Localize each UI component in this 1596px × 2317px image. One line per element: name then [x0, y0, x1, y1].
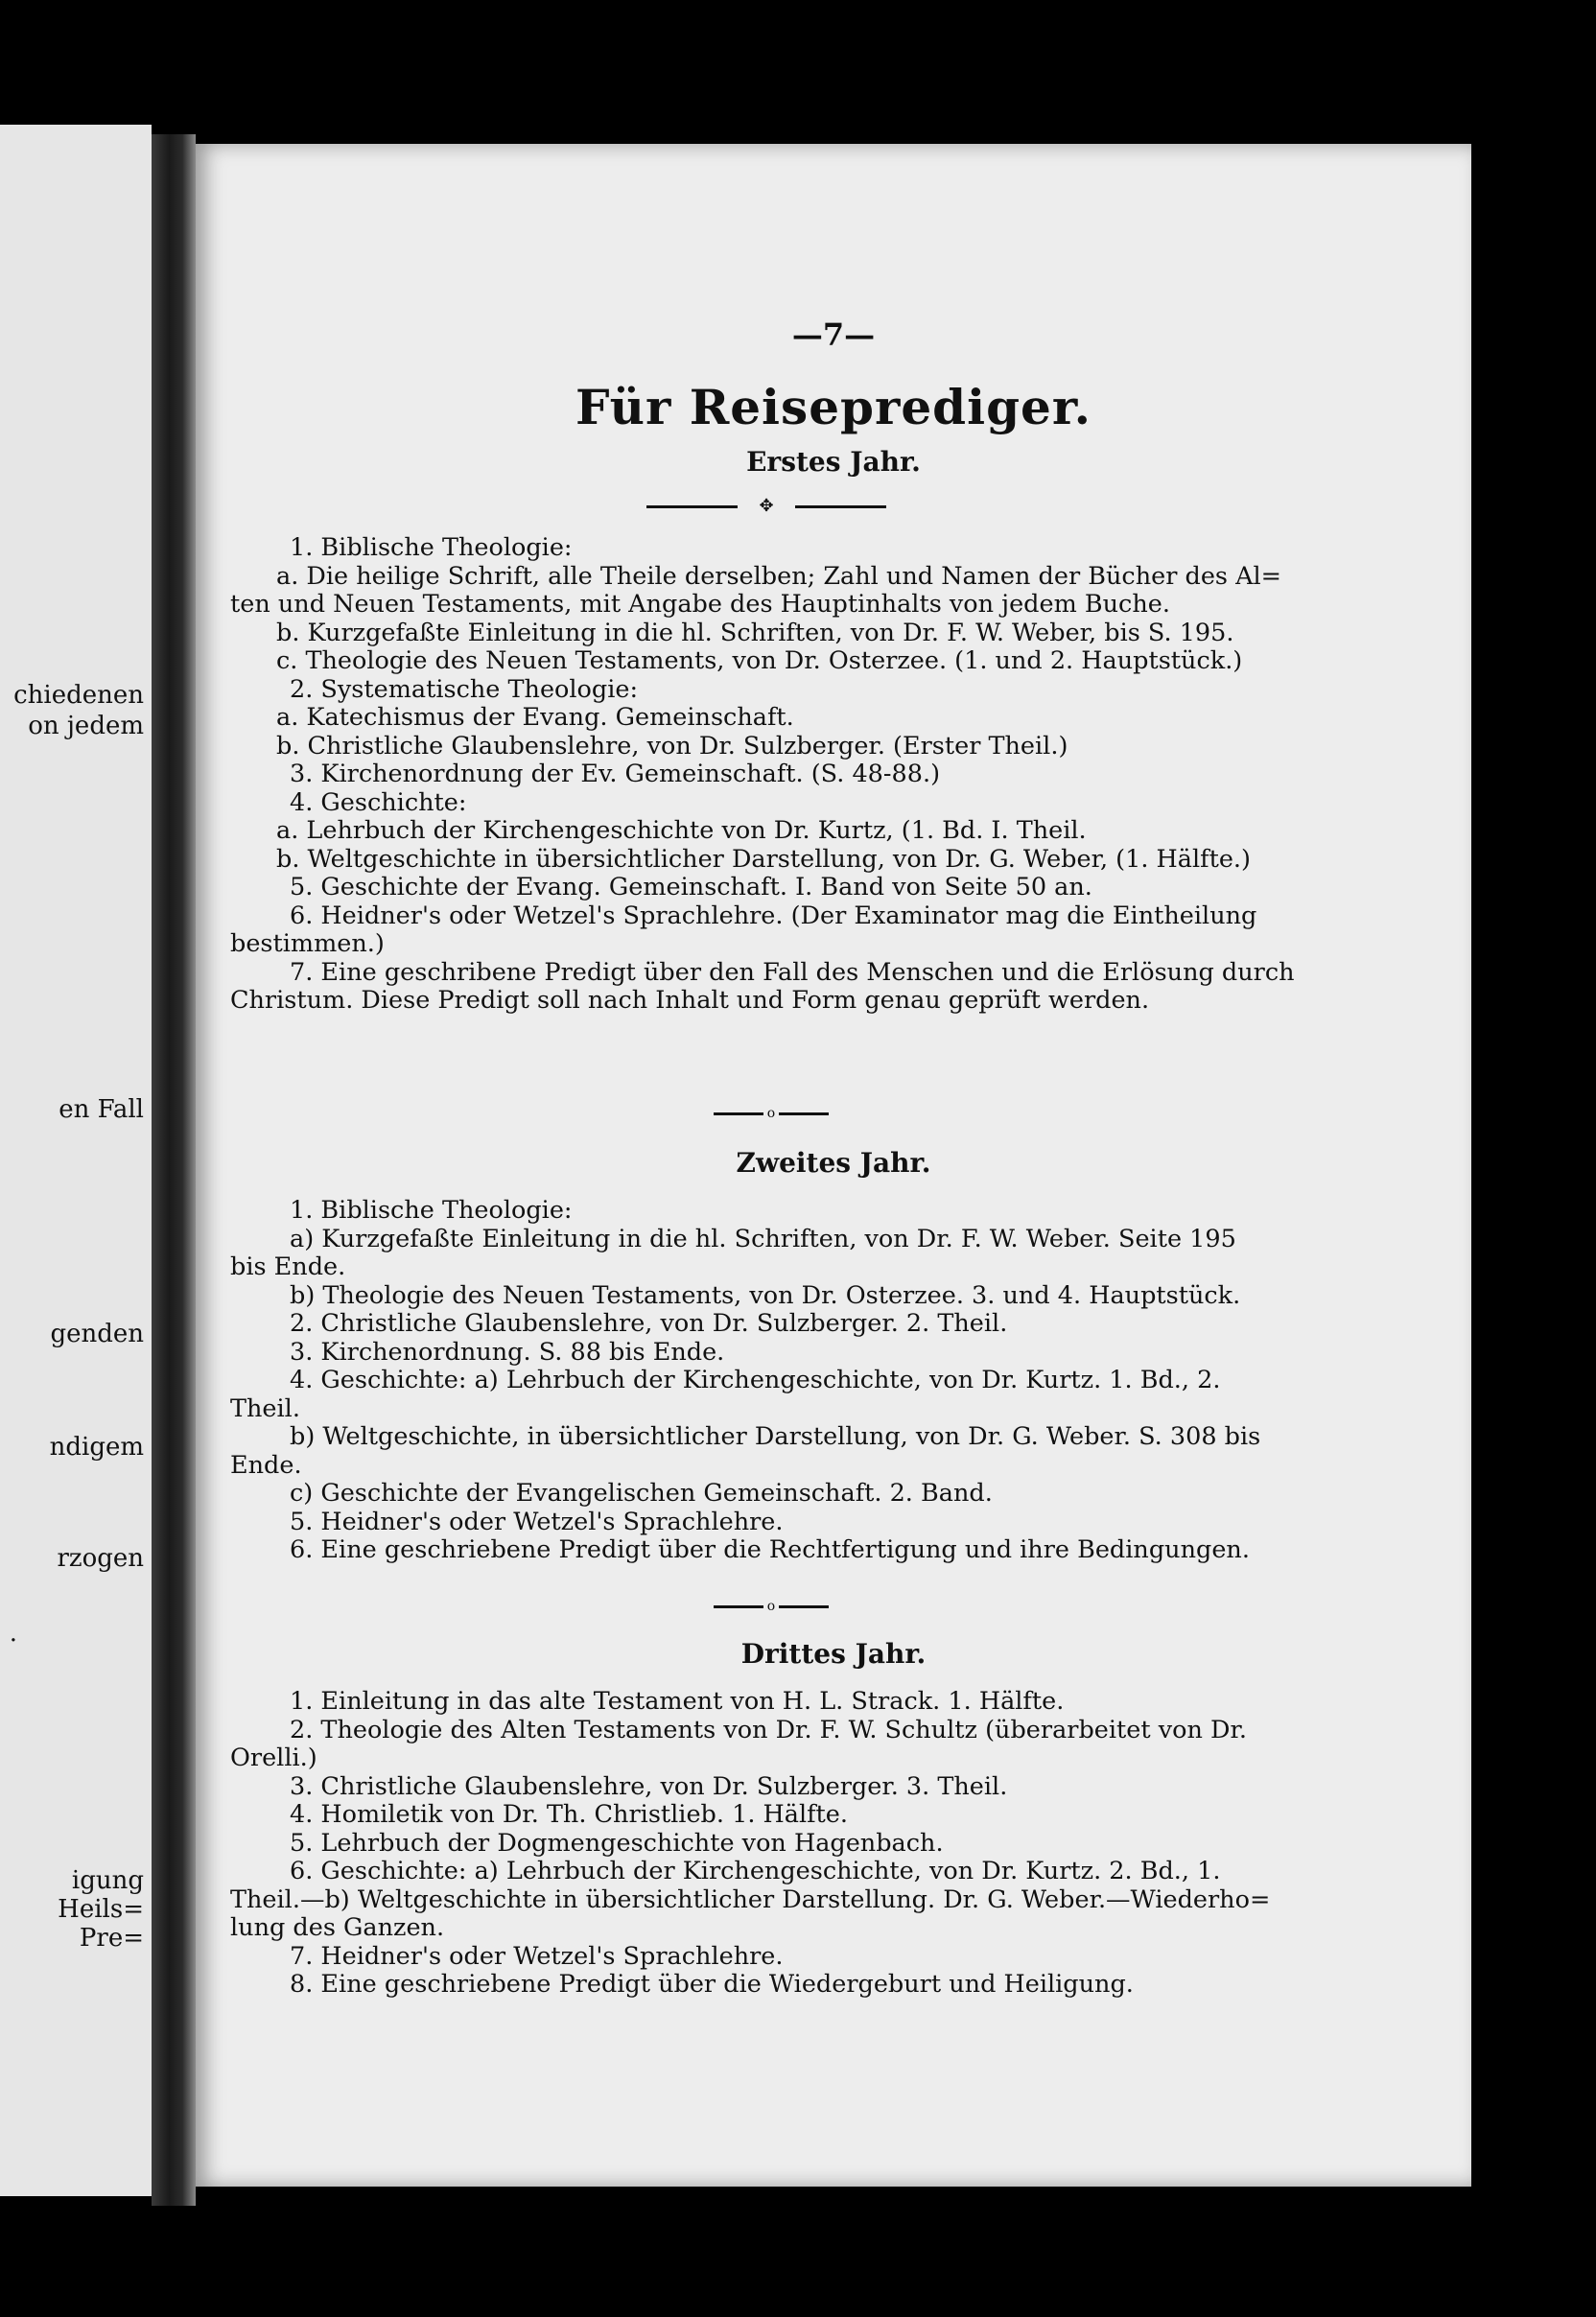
left-fragment: en Fall — [59, 1095, 144, 1124]
text-line: b. Christliche Glaubenslehre, von Dr. Sulzberger. (Erster Theil.) — [276, 731, 1068, 761]
left-fragment: . — [9, 1619, 17, 1648]
text-line: c) Geschichte der Evangelischen Gemeinschaft. 2. Band. — [290, 1479, 993, 1508]
text-line: 6. Geschichte: a) Lehrbuch der Kirchengeschichte, von Dr. Kurtz. 2. Bd., 1. — [290, 1857, 1221, 1885]
document-page — [196, 144, 1471, 2187]
text-line: a) Kurzgefaßte Einleitung in die hl. Schriften, von Dr. F. W. Weber. Seite 195 — [290, 1224, 1236, 1253]
text-line: Christum. Diese Predigt soll nach Inhalt und Form genau geprüft werden. — [230, 986, 1150, 1015]
text-line: b) Theologie des Neuen Testaments, von Dr. Osterzee. 3. und 4. Hauptstück. — [290, 1280, 1241, 1310]
text-line: 4. Geschichte: a) Lehrbuch der Kirchengeschichte, von Dr. Kurtz. 1. Bd., 2. — [290, 1366, 1221, 1394]
left-fragment: igung — [71, 1866, 144, 1895]
left-fragment: ndigem — [49, 1433, 144, 1462]
text-line: Ende. — [230, 1450, 302, 1480]
left-fragment: genden — [50, 1320, 144, 1348]
text-line: 3. Kirchenordnung. S. 88 bis Ende. — [290, 1337, 725, 1367]
text-line: 5. Geschichte der Evang. Gemeinschaft. I. Band von Seite 50 an. — [290, 873, 1092, 901]
text-line: 1. Einleitung in das alte Testament von H. L. Strack. 1. Hälfte. — [290, 1687, 1065, 1716]
section-divider: o — [714, 1600, 829, 1613]
book-spine — [152, 134, 196, 2206]
text-line: 5. Heidner's oder Wetzel's Sprachlehre. — [290, 1507, 784, 1536]
text-line: 1. Biblische Theologie: — [290, 1196, 573, 1225]
text-line: 2. Christliche Glaubenslehre, von Dr. Sulzberger. 2. Theil. — [290, 1309, 1008, 1338]
text-line: a. Lehrbuch der Kirchengeschichte von Dr. Kurtz, (1. Bd. I. Theil. — [276, 816, 1087, 845]
third-year-heading: Drittes Jahr. — [740, 1638, 927, 1670]
page-number: —7— — [791, 316, 876, 353]
text-line: 2. Systematische Theologie: — [290, 674, 639, 704]
text-line: b. Weltgeschichte in übersichtlicher Darstellung, von Dr. G. Weber, (1. Hälfte.) — [276, 844, 1251, 874]
text-line: 3. Christliche Glaubenslehre, von Dr. Sulzberger. 3. Theil. — [290, 1771, 1008, 1801]
text-line: a. Katechismus der Evang. Gemeinschaft. — [276, 703, 794, 732]
left-page-edge — [0, 125, 152, 2196]
text-line: 4. Geschichte: — [290, 787, 467, 817]
text-line: bis Ende. — [230, 1252, 346, 1281]
third-year-section — [230, 1688, 1300, 2000]
page-title: Für Reiseprediger. — [575, 379, 1092, 435]
text-line: b. Kurzgefaßte Einleitung in die hl. Schriften, von Dr. F. W. Weber, bis S. 195. — [276, 618, 1234, 647]
left-fragment: rzogen — [57, 1544, 144, 1573]
text-line: 7. Eine geschribene Predigt über den Fall des Menschen und die Erlösung durch — [290, 957, 1295, 987]
text-line: c. Theologie des Neuen Testaments, von Dr. Osterzee. (1. und 2. Hauptstück.) — [276, 646, 1243, 675]
text-line: 7. Heidner's oder Wetzel's Sprachlehre. — [290, 1941, 784, 1971]
first-year-heading: Erstes Jahr. — [746, 446, 921, 478]
text-line: 3. Kirchenordnung der Ev. Gemeinschaft. (S. 48-88.) — [290, 760, 941, 788]
text-line: lung des Ganzen. — [230, 1913, 445, 1942]
text-line: 8. Eine geschriebene Predigt über die Wiedergeburt und Heiligung. — [290, 1970, 1134, 1999]
text-line: 5. Lehrbuch der Dogmengeschichte von Hagenbach. — [290, 1828, 944, 1858]
left-fragment: Pre= — [79, 1924, 144, 1953]
left-fragment: on jedem — [28, 712, 144, 740]
text-line: 6. Heidner's oder Wetzel's Sprachlehre. (Der Examinator mag die Eintheilung — [290, 901, 1257, 930]
text-line: a. Die heilige Schrift, alle Theile derselben; Zahl und Namen der Bücher des Al= — [276, 561, 1282, 591]
section-divider: o — [714, 1107, 829, 1120]
text-line: b) Weltgeschichte, in übersichtlicher Darstellung, von Dr. G. Weber. S. 308 bis — [290, 1422, 1261, 1451]
ornament-divider: ✥ — [646, 497, 886, 516]
text-line: Theil.—b) Weltgeschichte in übersichtlicher Darstellung. Dr. G. Weber.—Wiederho= — [230, 1884, 1271, 1914]
left-fragment: Heils= — [58, 1895, 144, 1924]
text-line: Orelli.) — [230, 1744, 317, 1772]
second-year-heading: Zweites Jahr. — [736, 1147, 931, 1179]
text-line: ten und Neuen Testaments, mit Angabe des Hauptinhalts von jedem Buche. — [230, 590, 1170, 619]
text-line: Theil. — [230, 1393, 300, 1423]
text-line: 2. Theologie des Alten Testaments von Dr. F. W. Schultz (überarbeitet von Dr. — [290, 1715, 1247, 1744]
first-year-section — [230, 534, 1300, 1016]
text-line: bestimmen.) — [230, 929, 385, 958]
second-year-section — [230, 1197, 1300, 1565]
left-fragment: chiedenen — [13, 681, 144, 710]
text-line: 6. Eine geschriebene Predigt über die Rechtfertigung und ihre Bedingungen. — [290, 1535, 1250, 1564]
text-line: 1. Biblische Theologie: — [290, 533, 573, 562]
text-line: 4. Homiletik von Dr. Th. Christlieb. 1. Hälfte. — [290, 1800, 849, 1829]
